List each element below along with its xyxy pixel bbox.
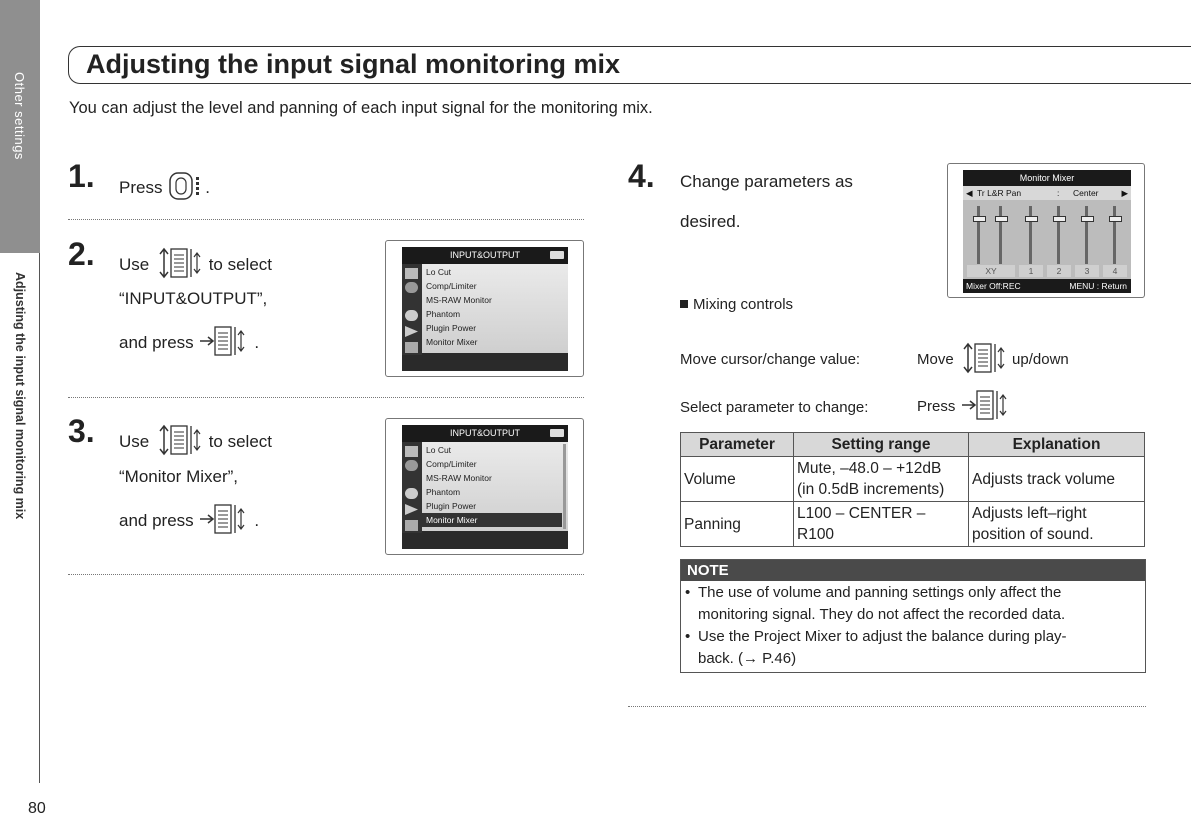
channel-label-3: 3: [1075, 265, 1099, 277]
sidebar-section-label: Other settings: [12, 72, 27, 160]
scroll-wheel-updown-icon: [958, 341, 1008, 379]
fader-knob: [1025, 216, 1038, 222]
mic-icon: [405, 460, 418, 471]
menu-item-phantom[interactable]: Phantom: [426, 309, 461, 319]
channel-3-fader[interactable]: [1075, 202, 1099, 268]
lcd-menu-list: [422, 264, 568, 353]
lcd-display: [402, 425, 568, 549]
param-name: Tr L&R Pan: [977, 188, 1022, 198]
fader-knob: [973, 216, 986, 222]
channel-1-fader[interactable]: [1019, 202, 1043, 268]
table-cell: Adjusts track volume: [969, 457, 1145, 502]
table-cell: Panning: [681, 502, 794, 547]
lcd-param-row: [963, 186, 1131, 200]
lcd-title: INPUT&OUTPUT: [402, 425, 568, 442]
circle-icon: [405, 310, 418, 321]
scroll-wheel-updown-icon: [154, 246, 204, 285]
screen-input-output: [385, 240, 584, 377]
parameter-table: [680, 432, 1145, 547]
battery-icon: [550, 429, 564, 437]
table-header-row: [681, 433, 1145, 457]
note-line: monitoring signal. They do not affect the recorded data.: [698, 606, 1066, 623]
step-2-line-1: [119, 246, 272, 285]
channel-label-xy: XY: [967, 265, 1015, 277]
control-move-label: Move: [917, 350, 954, 368]
mic-icon: [405, 282, 418, 293]
divider: [68, 397, 584, 398]
footer-mixer-status: Mixer Off:REC: [966, 281, 1021, 291]
menu-item-lo-cut[interactable]: Lo Cut: [426, 267, 452, 277]
table-header: Parameter: [681, 433, 794, 457]
divider: [628, 706, 1146, 707]
mixing-controls-label: Mixing controls: [693, 296, 794, 313]
screen-monitor-mixer: [947, 163, 1145, 298]
table-header: Setting range: [794, 433, 969, 457]
fader-knob: [1053, 216, 1066, 222]
fader-track: [977, 206, 980, 264]
table-cell: [969, 502, 1145, 547]
menu-item-phantom[interactable]: Phantom: [426, 487, 461, 497]
lcd-icon-column: [402, 264, 422, 355]
range-line: Mute, –48.0 – +12dB: [797, 460, 942, 477]
lcd-display: [402, 247, 568, 371]
mixer-icon: [405, 342, 418, 353]
fader-track: [1029, 206, 1032, 264]
fader-track: [1085, 206, 1088, 264]
step-1-text: Press .: [119, 171, 210, 206]
lo-cut-icon: [405, 268, 418, 279]
lcd-scrollbar: [563, 444, 566, 529]
param-value: Center: [1073, 188, 1099, 198]
table-cell: [794, 457, 969, 502]
lcd-footer: [963, 279, 1131, 293]
channel-4-fader[interactable]: [1103, 202, 1127, 268]
table-row: [681, 457, 1145, 502]
control-row-2-label: Select parameter to change:: [680, 399, 869, 416]
step-4-number: 4.: [628, 158, 655, 194]
menu-item-comp-limiter[interactable]: Comp/Limiter: [426, 281, 477, 291]
step-4-line-1: Change parameters as: [680, 172, 853, 191]
step-3-line-1: [119, 423, 272, 462]
menu-item-monitor-mixer-selected[interactable]: Monitor Mixer: [422, 513, 562, 527]
step-3-target: “Monitor Mixer”,: [119, 467, 239, 486]
lcd-title: Monitor Mixer: [963, 170, 1131, 186]
step-4-line-2: desired.: [680, 212, 741, 231]
fader-track: [999, 206, 1002, 264]
mixer-channels: [963, 200, 1131, 277]
intro-text: You can adjust the level and panning of each input signal for the monitoring mix.: [69, 99, 653, 117]
fader-knob: [1109, 216, 1122, 222]
footer-menu-return: MENU : Return: [1069, 281, 1127, 291]
step-3-line-3: and press .: [119, 504, 259, 539]
channel-label-1: 1: [1019, 265, 1043, 277]
lcd-icon-column: [402, 442, 422, 533]
step-3-and-press-label: and press: [119, 510, 194, 530]
fader-knob: [995, 216, 1008, 222]
menu-button-icon: [167, 171, 205, 206]
mixing-controls-heading: [680, 296, 793, 313]
note-line: The use of volume and panning settings only affect the: [698, 584, 1062, 601]
explanation-line: Adjusts left–right: [972, 505, 1087, 522]
page-title: Adjusting the input signal monitoring mix: [86, 49, 620, 79]
channel-xy-fader[interactable]: [967, 202, 1015, 268]
page-number: 80: [28, 800, 46, 817]
bullet-icon: •: [685, 584, 691, 601]
lcd-title: INPUT&OUTPUT: [402, 247, 568, 264]
channel-2-fader[interactable]: [1047, 202, 1071, 268]
circle-icon: [405, 488, 418, 499]
control-row-2-action: [917, 390, 1016, 424]
note-item: [685, 582, 1137, 626]
control-row-1-label: Move cursor/change value:: [680, 351, 861, 368]
param-colon: :: [1057, 188, 1060, 198]
fader-track: [1057, 206, 1060, 264]
lcd-menu-list: [422, 442, 568, 531]
mixer-icon: [405, 520, 418, 531]
step-3-to-select-label: to select: [208, 431, 273, 451]
battery-icon: [550, 251, 564, 259]
table-cell: Volume: [681, 457, 794, 502]
fader-knob: [1081, 216, 1094, 222]
step-2-to-select-label: to select: [208, 254, 273, 274]
divider: [68, 219, 584, 220]
step-2-target: “INPUT&OUTPUT”,: [119, 289, 268, 308]
note-line: Use the Project Mixer to adjust the balance during play-: [698, 628, 1067, 645]
play-icon: [405, 504, 418, 515]
menu-item-monitor-mixer[interactable]: Monitor Mixer: [426, 337, 478, 347]
param-right-arrow-icon: ▶: [1121, 188, 1128, 198]
menu-item-plugin-power[interactable]: Plugin Power: [426, 501, 477, 511]
menu-item-ms-raw-monitor[interactable]: MS-RAW Monitor: [426, 473, 492, 483]
note-heading: NOTE: [681, 560, 1145, 581]
bullet-icon: •: [685, 628, 691, 645]
lcd-display: [963, 170, 1131, 293]
table-header: Explanation: [969, 433, 1145, 457]
square-bullet-icon: [680, 300, 688, 308]
param-left-arrow-icon: ◀: [966, 188, 973, 198]
sidebar: [0, 0, 40, 839]
sidebar-divider: [39, 253, 40, 783]
control-updown-label: up/down: [1012, 350, 1069, 368]
scroll-wheel-press-icon: [198, 326, 254, 361]
menu-item-comp-limiter[interactable]: Comp/Limiter: [426, 459, 477, 469]
step-2-use-label: Use: [119, 254, 150, 274]
step-1-press-label: Press: [119, 177, 163, 197]
explanation-line: position of sound.: [972, 526, 1094, 543]
table-row: [681, 502, 1145, 547]
note-line: back. (→ P.46): [698, 650, 797, 667]
control-press-label: Press: [917, 397, 956, 415]
sidebar-topic-label: Adjusting the input signal monitoring mix: [13, 272, 27, 520]
scroll-wheel-press-icon: [198, 504, 254, 539]
table-cell: L100 – CENTER – R100: [794, 502, 969, 547]
menu-item-lo-cut[interactable]: Lo Cut: [426, 445, 452, 455]
step-2-line-3: and press .: [119, 326, 259, 361]
screen-input-output-selected: [385, 418, 584, 555]
range-line: (in 0.5dB increments): [797, 481, 945, 498]
lo-cut-icon: [405, 446, 418, 457]
step-1-number: 1.: [68, 158, 95, 194]
channel-label-2: 2: [1047, 265, 1071, 277]
step-3-number: 3.: [68, 413, 95, 449]
menu-item-ms-raw-monitor[interactable]: MS-RAW Monitor: [426, 295, 492, 305]
step-2-number: 2.: [68, 236, 95, 272]
note-box: [680, 559, 1146, 673]
control-row-1-action: [917, 341, 1069, 379]
channel-label-4: 4: [1103, 265, 1127, 277]
scroll-wheel-press-icon: [960, 390, 1016, 424]
divider: [68, 574, 584, 575]
menu-item-plugin-power[interactable]: Plugin Power: [426, 323, 477, 333]
scroll-wheel-updown-icon: [154, 423, 204, 462]
step-2-and-press-label: and press: [119, 332, 194, 352]
step-3-use-label: Use: [119, 431, 150, 451]
note-item: [685, 626, 1137, 670]
play-icon: [405, 326, 418, 337]
fader-track: [1113, 206, 1116, 264]
